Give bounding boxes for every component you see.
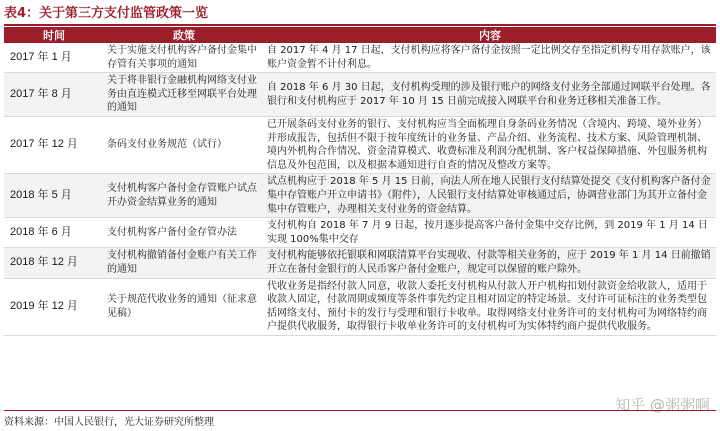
cell-content: 支付机构能够依托银联和网联清算平台实现收、付款等相关业务的，应于 2019 年 1 月 14 日前撤销开立在备付金银行的人民币客户备付金账户，规定可以保留的账户除外。 [264, 248, 716, 278]
header-time: 时间 [4, 27, 104, 43]
cell-policy: 关于规范代收业务的通知（征求意见稿） [104, 278, 264, 335]
header-policy: 政策 [104, 27, 264, 43]
title-bar [4, 2, 716, 26]
cell-policy: 支付机构撤销备付金账户有关工作的通知 [104, 248, 264, 278]
table-row [4, 174, 716, 218]
table-row [4, 248, 716, 278]
table-title: 表4：关于第三方支付监管政策一览 [4, 6, 209, 21]
cell-policy: 关于将非银行金融机构网络支付业务由直连模式迁移至网联平台处理的通知 [104, 73, 264, 117]
cell-time: 2018 年 6 月 [4, 218, 104, 248]
watermark: 知乎 @粥粥啊 [615, 396, 710, 414]
cell-time: 2018 年 5 月 [4, 174, 104, 218]
table-row [4, 278, 716, 335]
table-row [4, 73, 716, 117]
cell-time: 2018 年 12 月 [4, 248, 104, 278]
cell-content: 已开展条码支付业务的银行、支付机构应当全面梳理自身条码业务情况（含境内、跨境、境外业务）并形成报告，包括但不限于按年度统计的业务量、产品介绍、业务流程、技术方案、风险管理机制、境内外机构合作情况、资金清算模式、收费标准及利润分配机制、客户权益保障措施、外包服务机构信息及外包范围，以及根据本通知进行自查的情况及整改方案等。 [264, 116, 716, 173]
source-note: 资料来源：中国人民银行，光大证券研究所整理 [4, 410, 716, 428]
cell-time: 2017 年 8 月 [4, 73, 104, 117]
cell-policy: 支付机构客户备付金存管办法 [104, 218, 264, 248]
cell-content: 自 2018 年 6 月 30 日起，支付机构受理的涉及银行账户的网络支付业务全部通过网联平台处理。各银行和支付机构应于 2017 年 10 月 15 日前完成接入网联平台和业务迁移相关准备工作。 [264, 73, 716, 117]
cell-content: 试点机构应于 2018 年 5 月 15 日前，向法人所在地人民银行支付结算处提交《支付机构客户备付金集中存管账户开立申请书》（附件），人民银行支付结算处审核通过后，协调营业部门为其开立备付金集中存管账户，办理相关支付业务的资金结算。 [264, 174, 716, 218]
policy-table [4, 27, 716, 336]
cell-policy: 支付机构客户备付金存管账户试点开办资金结算业务的通知 [104, 174, 264, 218]
cell-content: 自 2017 年 4 月 17 日起，支付机构应将客户备付金按照一定比例交存至指定机构专用存款账户，该账户资金暂不计付利息。 [264, 43, 716, 73]
cell-content: 支付机构自 2018 年 7 月 9 日起，按月逐步提高客户备付金集中交存比例，到 2019 年 1 月 14 日实现 100%集中交存 [264, 218, 716, 248]
cell-time: 2017 年 1 月 [4, 43, 104, 73]
cell-time: 2017 年 12 月 [4, 116, 104, 173]
header-row [4, 27, 716, 43]
table-row [4, 218, 716, 248]
table-row [4, 43, 716, 73]
cell-policy: 关于实施支付机构客户备付金集中存管有关事项的通知 [104, 43, 264, 73]
cell-content: 代收业务是指经付款人同意，收款人委托支付机构从付款人开户机构扣划付款资金给收款人，适用于收款人固定，付款周期或频度等条件事先约定且相对固定的特定场景。支付许可证标注的业务类型包括网络支付、预付卡的发行与受理和银行卡收单。取得网络支付业务许可的支付机构可为网络特约商户提供代收服务，取得银行卡收单业务许可的支付机构可为实体特约商户提供代收服务。 [264, 278, 716, 335]
cell-policy: 条码支付业务规范（试行） [104, 116, 264, 173]
header-content: 内容 [264, 27, 716, 43]
cell-time: 2019 年 12 月 [4, 278, 104, 335]
table-row [4, 116, 716, 173]
